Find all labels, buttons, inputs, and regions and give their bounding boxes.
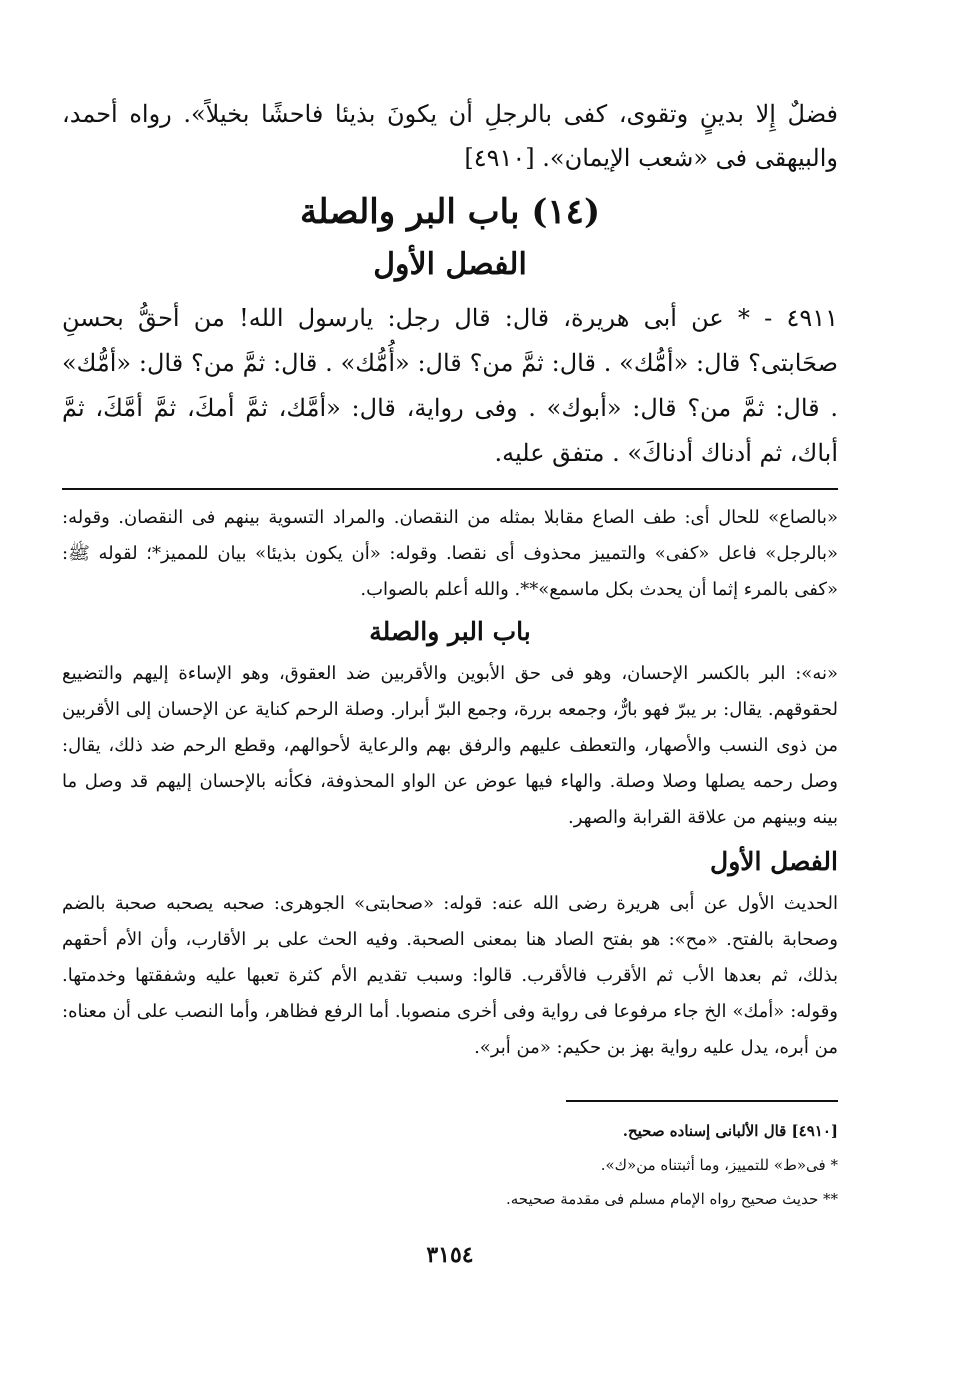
chapter-title: (١٤) باب البر والصلة [299,192,601,232]
commentary-section-title: الفصل الأول [710,847,838,876]
commentary-paragraph: الحديث الأول عن أبى هريرة رضى الله عنه: قوله: «صحابتى» الجوهرى: صحبه يصحبه صحبة بالضم وصحابة بالفتح. «مح»: هو بفتح الصاد هنا بمعنى الصحبة. وفيه الحث على بر الأقارب، وأن الأم أحقهم بذلك، ثم بعدها الأب ثم الأقرب فالأقرب. قالوا: وسبب تقديم الأم كثرة تعبها عليه وشفقتها وخدمتها. وقوله: «أمك» الخ جاء مرفوعا فى رواية وفى أخرى منصوبا. أما الرفع فظاهر، وأما النصب على أن معناه: من أبره، يدل عليه رواية بهز بن حكيم: «من أبر». [62,893,838,1058]
hadith-block [62,296,838,476]
page-number: ٣١٥٤ [426,1242,474,1268]
footnote-variant: * فى«ط» للتمييز، وما أثبتناه من«ك». [600,1156,838,1174]
footnotes [62,1114,838,1216]
section-title: الفصل الأول [373,247,527,282]
commentary-paragraph: «بالصاع» للحال أى: طف الصاع مقابلا بمثله من النقصان. والمراد التسوية بينهم فى النقصان. وقوله: «بالرجل» فاعل «كفى» والتمييز محذوف أى نقصا. وقوله: «أن يكون بذيئا» بيان للمميز*؛ لقوله ﷺ: «كفى بالمرء إثما أن يحدث بكل ماسمع»**. والله أعلم بالصواب. [62,507,839,600]
footnote-source: ** حديث صحيح رواه الإمام مسلم فى مقدمة صحيحه. [506,1190,838,1208]
preceding-hadith-ending: فضلٌ إِلا بدينٍ وتقوى، كفى بالرجلِ أن يكونَ بذيئا فاحشًا بخيلاً». رواه أحمد، والبيهقى فى «شعب الإيمان». [٤٩١٠] [62,100,838,172]
commentary [62,500,838,1066]
footnote-grading: [٤٩١٠] قال الألبانى إسناده صحيح. [622,1122,838,1140]
main-text [62,92,838,180]
commentary-chapter-title: باب البر والصلة [369,617,531,646]
hadith-text: ٤٩١١ - * عن أبى هريرة، قال: قال رجل: يارسول الله! من أحقُّ بحسنِ صحَابتى؟ قال: «أمُّك» . قال: ثمَّ من؟ قال: «أُمُّك» . قال: ثمَّ من؟ قال: «أمُّك» . قال: ثمَّ من؟ قال: «أبوك» . وفى رواية، قال: «أمَّك، ثمَّ أمكَ، ثمَّ أمَّكَ، ثمَّ أباك، ثم أدناك أدناكَ» . متفق عليه. [62,304,838,467]
document-page [62,92,838,1268]
commentary-paragraph: «نه»: البر بالكسر الإحسان، وهو فى حق الأبوين والأقربين ضد العقوق، وهو الإساءة إليهم والتضييع لحقوقهم. يقال: بر يبرّ فهو بارٌّ، وجمعه بررة، وجمع البرّ أبرار. وصلة الرحم كناية عن الإحسان إلى الأقربين من ذوى النسب والأصهار، والتعطف عليهم والرفق بهم والرعاية لأحوالهم، وقطع الرحم ضد ذلك، يقال: وصل رحمه يصلها وصلا وصلة. والهاء فيها عوض عن الواو المحذوفة، فكأنه بالإحسان إليهم قد وصل ما بينه وبينهم من علاقة القرابة والصهر. [62,663,838,828]
footnote-divider [566,1100,838,1102]
main-divider [62,488,838,490]
